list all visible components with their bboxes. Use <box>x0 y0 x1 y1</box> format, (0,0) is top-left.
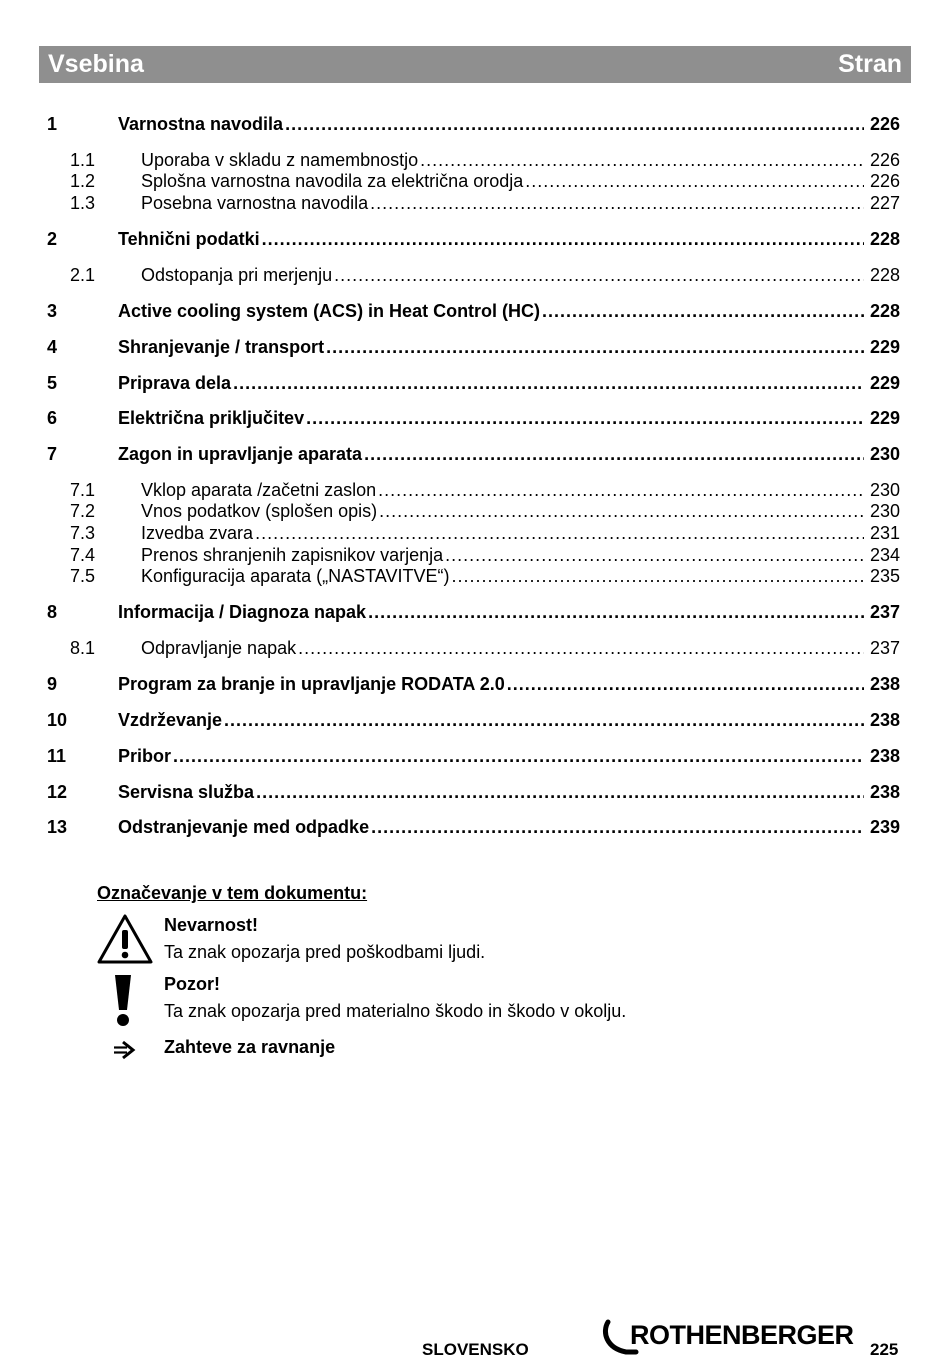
toc-entry-number: 6 <box>47 408 58 428</box>
toc-header <box>39 46 911 83</box>
footer-language: SLOVENSKO <box>422 1340 529 1359</box>
toc-entry-title: Posebna varnostna navodila <box>141 193 369 213</box>
toc-entry-title: Pribor <box>118 746 172 766</box>
toc-entry-title: Zagon in upravljanje aparata <box>118 444 363 464</box>
toc-entry-number: 7 <box>47 444 58 464</box>
toc-entry <box>0 673 950 695</box>
toc-dot-leader <box>507 673 864 695</box>
toc-entry-title: Električna priključitev <box>118 408 305 428</box>
toc-entry-title-wrap <box>118 113 866 135</box>
toc-entry-title: Tehnični podatki <box>118 229 260 249</box>
toc-dot-leader <box>233 372 864 394</box>
toc-entry-title-wrap <box>118 781 866 803</box>
toc-entry-number: 5 <box>47 373 58 393</box>
toc-entry <box>0 565 950 587</box>
toc-entry <box>0 372 950 394</box>
toc-entry-page: 229 <box>869 408 900 428</box>
toc-entry <box>0 479 950 501</box>
toc-entry-number: 12 <box>47 782 68 802</box>
toc-entry <box>0 407 950 429</box>
toc-entry <box>0 601 950 623</box>
toc-dot-leader <box>173 745 864 767</box>
toc-entry-number: 10 <box>47 710 68 730</box>
toc-entry-title-wrap <box>141 637 866 659</box>
toc-entry-title-wrap <box>141 522 866 544</box>
toc-entry-title-wrap <box>118 443 866 465</box>
toc-entry-page: 231 <box>869 523 900 543</box>
toc-entry-title: Vzdrževanje <box>118 710 223 730</box>
toc-dot-leader <box>420 149 864 171</box>
toc-entry-title: Program za branje in upravljanje RODATA 2.0 <box>118 674 505 694</box>
toc-entry-page: 229 <box>869 373 900 393</box>
toc-dot-leader <box>451 565 864 587</box>
toc-dot-leader <box>334 264 864 286</box>
toc-entry-title-wrap <box>118 709 866 731</box>
toc-entry <box>0 781 950 803</box>
toc-entry-number: 2 <box>47 229 58 249</box>
toc-entry-number: 1 <box>47 114 58 134</box>
toc-entry <box>0 637 950 659</box>
toc-entry-title-wrap <box>118 228 866 250</box>
toc-entry-page: 234 <box>869 545 900 565</box>
toc-entry <box>0 228 950 250</box>
toc-entry <box>0 192 950 214</box>
toc-entry-page: 230 <box>869 501 900 521</box>
toc-entry-number: 4 <box>47 337 58 357</box>
toc-entry <box>0 149 950 171</box>
toc-entry-title-wrap <box>141 149 866 171</box>
exclamation-icon <box>112 972 134 1028</box>
toc-entry-title-wrap <box>118 745 866 767</box>
toc-entry <box>0 709 950 731</box>
toc-entry-title-wrap <box>141 500 866 522</box>
toc-entry <box>0 745 950 767</box>
toc-entry <box>0 522 950 544</box>
toc-entry-page: 226 <box>869 114 900 134</box>
toc-entry-number: 8.1 <box>70 638 96 658</box>
toc-entry-title: Odstopanja pri merjenju <box>141 265 333 285</box>
toc-entry-title: Servisna služba <box>118 782 255 802</box>
toc-dot-leader <box>371 816 864 838</box>
toc-entry-title: Uporaba v skladu z namembnostjo <box>141 150 419 170</box>
toc-entry-number: 2.1 <box>70 265 96 285</box>
toc-entry-number: 7.3 <box>70 523 96 543</box>
toc-entry-title-wrap <box>141 170 866 192</box>
toc-entry <box>0 264 950 286</box>
toc-dot-leader <box>298 637 864 659</box>
toc-dot-leader <box>370 192 864 214</box>
toc-entry-page: 227 <box>869 193 900 213</box>
toc-entry-title: Splošna varnostna navodila za električna orodja <box>141 171 524 191</box>
caution-title: Pozor! <box>164 974 220 994</box>
toc-entry-title-wrap <box>118 300 866 322</box>
toc-entry-number: 9 <box>47 674 58 694</box>
brand-logo-text: ROTHENBERGER <box>630 1320 854 1350</box>
toc-entry-title-wrap <box>141 479 866 501</box>
danger-title: Nevarnost! <box>164 915 259 935</box>
toc-entry <box>0 113 950 135</box>
toc-dot-leader <box>262 228 864 250</box>
page-number: 225 <box>870 1340 899 1359</box>
toc-entry <box>0 544 950 566</box>
toc-entry-page: 226 <box>869 150 900 170</box>
toc-entry-number: 7.2 <box>70 501 96 521</box>
toc-entry <box>0 300 950 322</box>
toc-entry <box>0 170 950 192</box>
toc-entry-title-wrap <box>118 816 866 838</box>
toc-dot-leader <box>445 544 864 566</box>
toc-entry-page: 238 <box>869 746 900 766</box>
toc-dot-leader <box>285 113 864 135</box>
toc-dot-leader <box>525 170 864 192</box>
arrow-right-icon <box>112 1040 136 1060</box>
caution-text: Ta znak opozarja pred materialno škodo in škodo v okolju. <box>164 1001 627 1021</box>
toc-entry-title-wrap <box>118 673 866 695</box>
toc-entry-title-wrap <box>141 544 866 566</box>
warning-triangle-icon <box>97 913 153 965</box>
toc-entry-title: Odstranjevanje med odpadke <box>118 817 370 837</box>
toc-entry-title: Odpravljanje napak <box>141 638 297 658</box>
toc-entry-page: 237 <box>869 638 900 658</box>
toc-entry-title-wrap <box>118 601 866 623</box>
toc-entry-title: Vklop aparata /začetni zaslon <box>141 480 377 500</box>
toc-entry-title: Priprava dela <box>118 373 232 393</box>
toc-entry-page: 228 <box>869 265 900 285</box>
toc-dot-leader <box>368 601 864 623</box>
toc-entry-number: 1.3 <box>70 193 96 213</box>
toc-dot-leader <box>306 407 864 429</box>
toc-entry-page: 230 <box>869 444 900 464</box>
toc-dot-leader <box>224 709 864 731</box>
toc-dot-leader <box>326 336 864 358</box>
header-page-label: Stran <box>838 50 902 78</box>
toc-entry-title-wrap <box>141 565 866 587</box>
toc-entry-number: 7.5 <box>70 566 96 586</box>
toc-entry-title-wrap <box>118 336 866 358</box>
toc-entry-page: 237 <box>869 602 900 622</box>
toc-entry-page: 239 <box>869 817 900 837</box>
toc-entry-title-wrap <box>118 407 866 429</box>
toc-entry-title-wrap <box>141 192 866 214</box>
toc-entry-page: 228 <box>869 301 900 321</box>
toc-entry <box>0 816 950 838</box>
toc-dot-leader <box>379 500 864 522</box>
toc-entry-page: 226 <box>869 171 900 191</box>
toc-entry-number: 8 <box>47 602 58 622</box>
toc-entry-title: Vnos podatkov (splošen opis) <box>141 501 378 521</box>
toc-entry-title: Informacija / Diagnoza napak <box>118 602 367 622</box>
toc-entry-page: 230 <box>869 480 900 500</box>
toc-entry-title-wrap <box>118 372 866 394</box>
toc-entry-page: 238 <box>869 782 900 802</box>
toc-entry-number: 7.1 <box>70 480 96 500</box>
action-title: Zahteve za ravnanje <box>164 1037 336 1057</box>
toc-dot-leader <box>364 443 864 465</box>
toc-dot-leader <box>256 781 864 803</box>
toc-entry-number: 3 <box>47 301 58 321</box>
toc-dot-leader <box>542 300 864 322</box>
toc-entry-number: 13 <box>47 817 68 837</box>
toc-entry-title: Konfiguracija aparata („NASTAVITVE“) <box>141 566 450 586</box>
toc-entry-number: 1.2 <box>70 171 96 191</box>
toc-entry-title: Active cooling system (ACS) in Heat Control (HC) <box>118 301 541 321</box>
danger-text: Ta znak opozarja pred poškodbami ljudi. <box>164 942 486 962</box>
toc-entry-title: Prenos shranjenih zapisnikov varjenja <box>141 545 444 565</box>
toc-entry-title: Izvedba zvara <box>141 523 254 543</box>
toc-entry-title: Shranjevanje / transport <box>118 337 325 357</box>
legend-heading: Označevanje v tem dokumentu: <box>97 883 368 903</box>
toc-entry-page: 229 <box>869 337 900 357</box>
toc-dot-leader <box>378 479 864 501</box>
toc-entry <box>0 443 950 465</box>
toc-entry-page: 235 <box>869 566 900 586</box>
toc-entry-page: 228 <box>869 229 900 249</box>
toc-entry-number: 1.1 <box>70 150 96 170</box>
header-contents-label: Vsebina <box>48 50 144 78</box>
toc-entry-page: 238 <box>869 710 900 730</box>
toc-entry-page: 238 <box>869 674 900 694</box>
toc-entry-title: Varnostna navodila <box>118 114 284 134</box>
toc-entry-number: 11 <box>47 746 67 766</box>
toc-entry-title-wrap <box>141 264 866 286</box>
toc-dot-leader <box>255 522 864 544</box>
toc-entry-number: 7.4 <box>70 545 96 565</box>
toc-entry <box>0 500 950 522</box>
toc-entry <box>0 336 950 358</box>
